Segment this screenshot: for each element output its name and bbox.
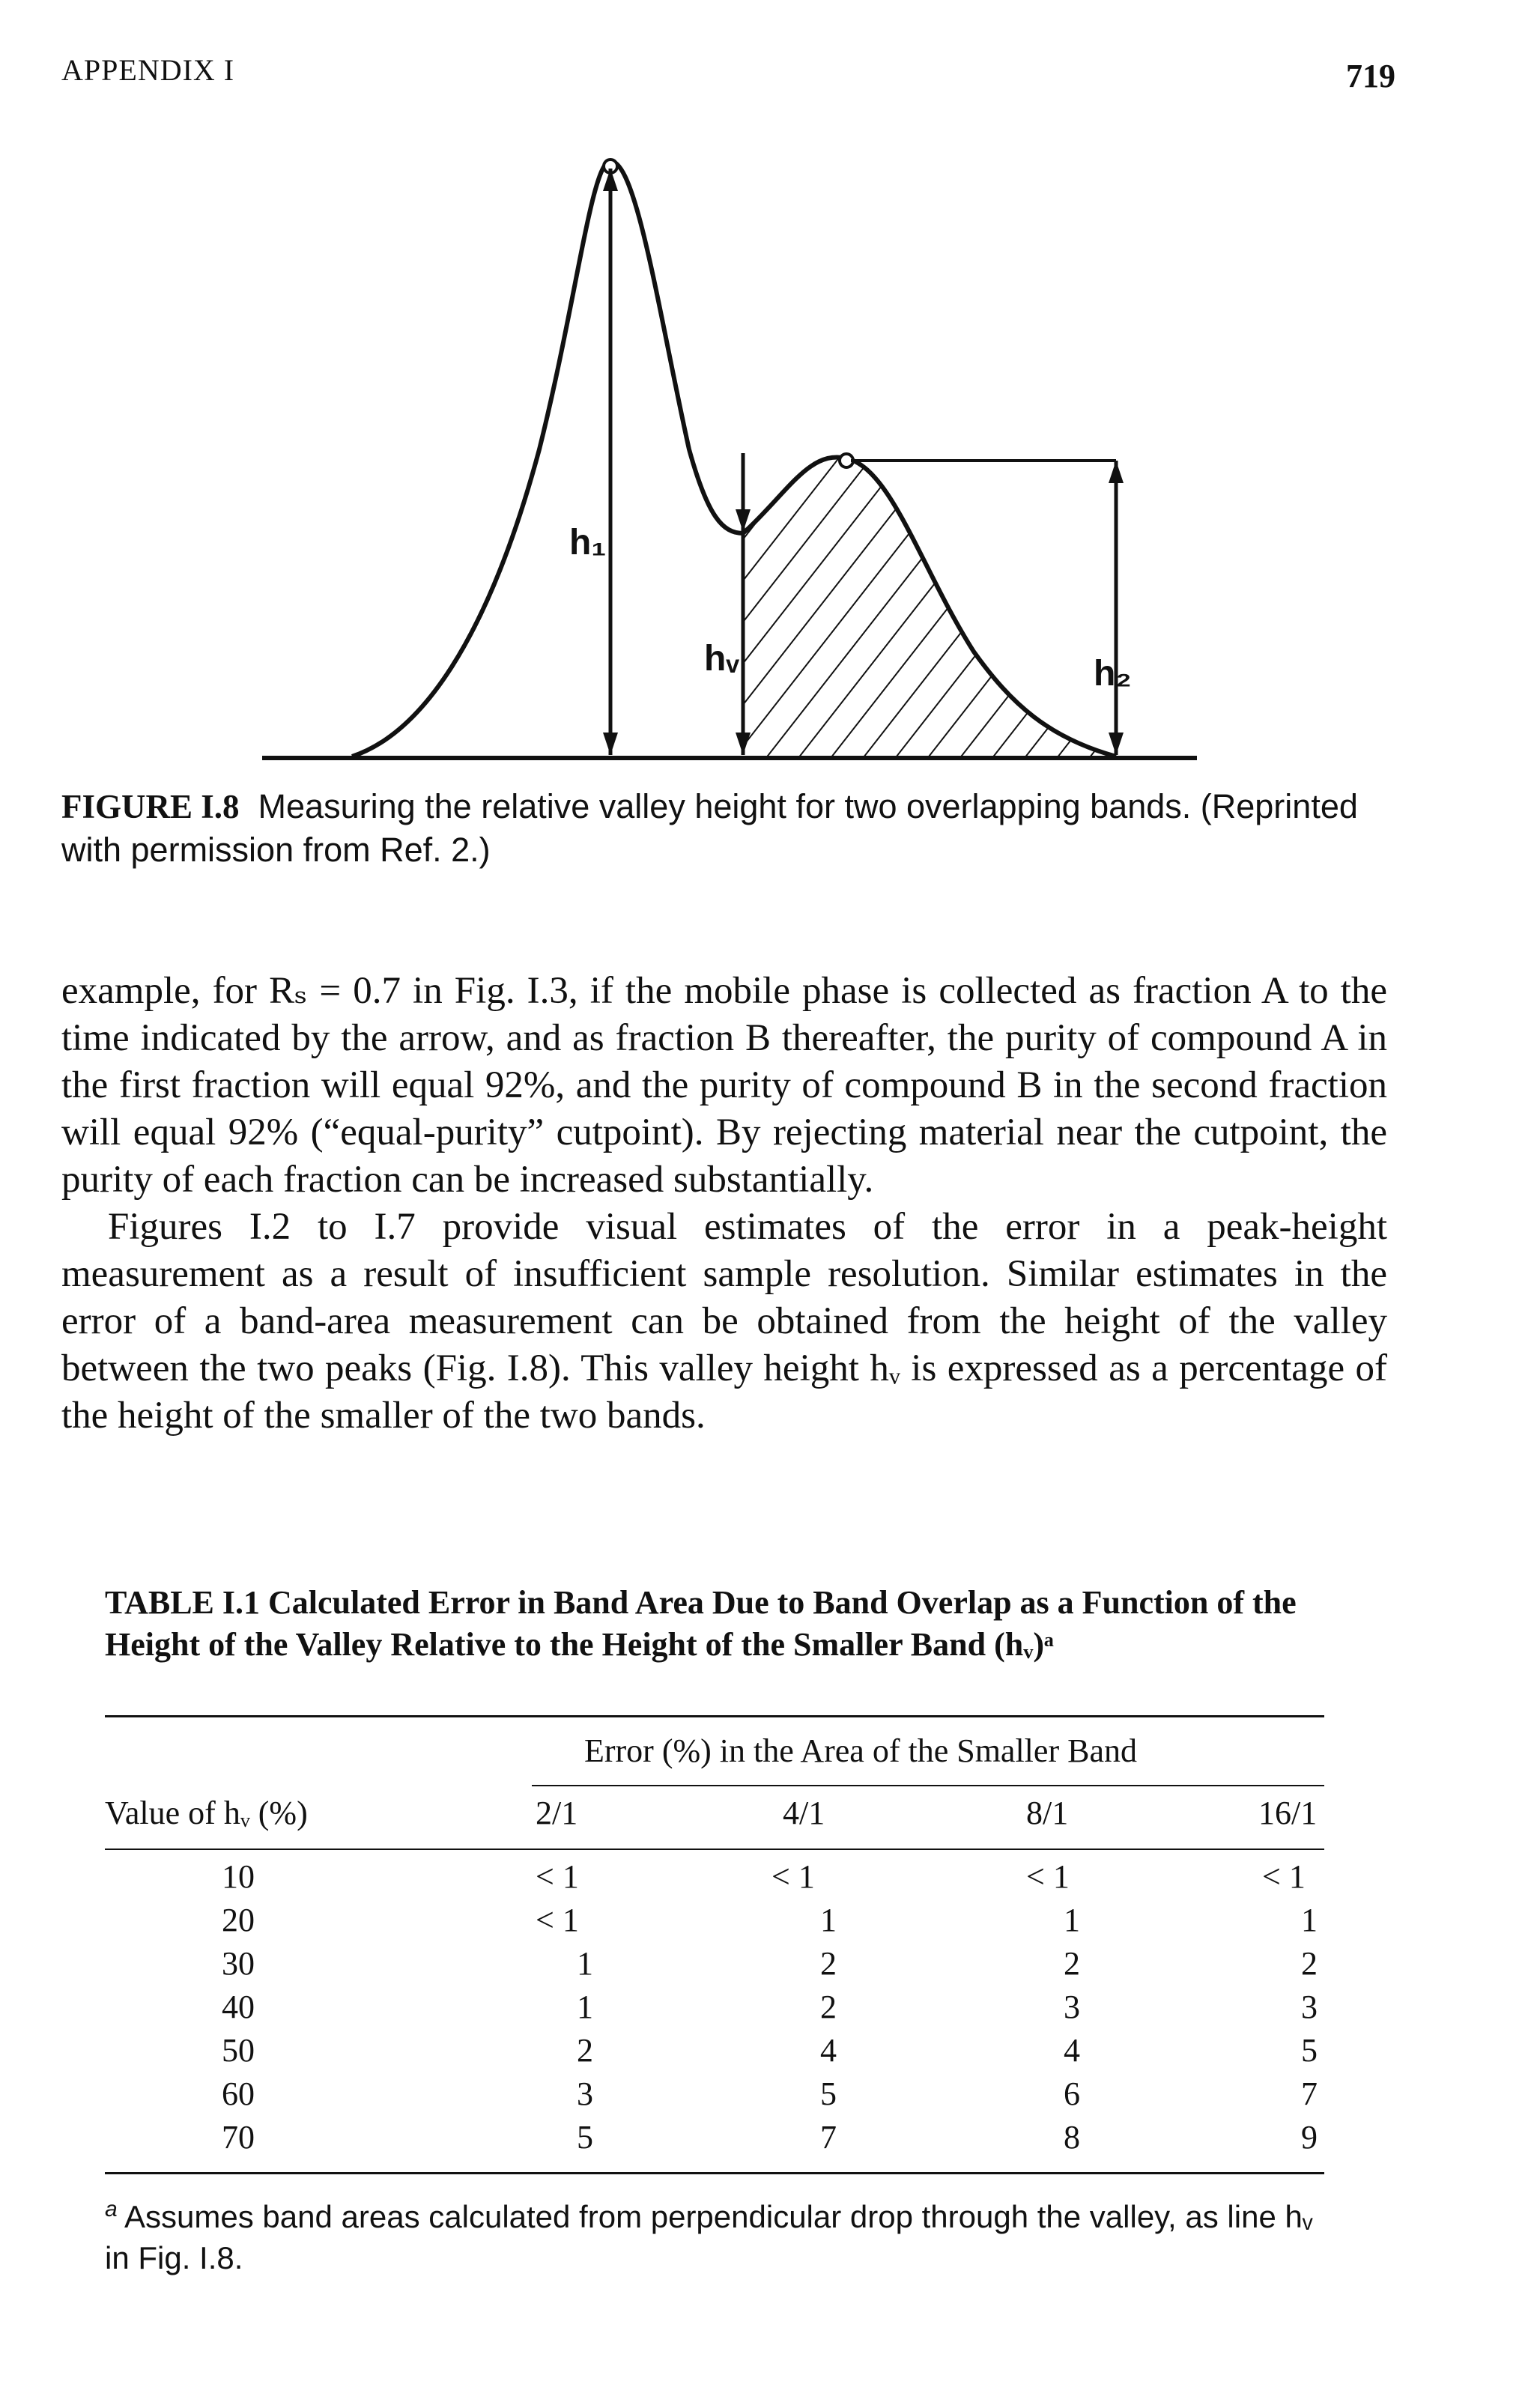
table-cell: 5: [1301, 2032, 1318, 2069]
figure-caption-text: Measuring the relative valley height for two overlapping bands. (Reprinted with permission from Ref. 2.): [61, 787, 1358, 869]
table-col-header-2-1: 2/1: [536, 1795, 578, 1831]
table-footnote: [105, 2189, 1333, 2278]
footnote-text: Assumes band areas calculated from perpendicular drop through the valley, as line hᵥ in Fig. I.8.: [105, 2199, 1313, 2275]
table-cell: 1: [577, 1945, 593, 1982]
table-cell: 1: [577, 1989, 593, 2025]
running-head: APPENDIX I: [61, 53, 235, 87]
table-title: TABLE I.1 Calculated Error in Band Area Due to Band Overlap as a Function of the Height of the Valley Relative to the Height of the Smaller Band (hᵥ)ᵃ: [105, 1584, 1297, 1663]
table-cell: 3: [577, 2075, 593, 2112]
table-cell: 3: [1301, 1989, 1318, 2025]
table-cell: < 1: [536, 1858, 579, 1895]
table-cell: 5: [577, 2119, 593, 2156]
h2-arrow-top: [1109, 461, 1124, 483]
paragraph-1: example, for Rₛ = 0.7 in Fig. I.3, if the mobile phase is collected as fraction A to the time indicated by the arrow, and as fraction B thereafter, the purity of compound A in the first fraction will equal 92%, and the purity of compound B in the second fraction will equal 92% (“equal-purity” cutpoint). By rejecting material near the cutpoint, the purity of each fraction can be increased substantially.: [61, 970, 1387, 1201]
body-text: [61, 968, 1387, 1440]
table-cell: 6: [1064, 2075, 1080, 2112]
table-cell: 4: [820, 2032, 837, 2069]
table-col-header-4-1: 4/1: [783, 1795, 825, 1831]
table-cell: 2: [820, 1989, 837, 2025]
table-cell: < 1: [536, 1902, 579, 1938]
table-col-header-8-1: 8/1: [1026, 1795, 1069, 1831]
table-cell-hv: 30: [222, 1945, 255, 1982]
table-cell: 8: [1064, 2119, 1080, 2156]
table-cell: 2: [1064, 1945, 1080, 1982]
table-cell: 1: [1301, 1902, 1318, 1938]
table-cell: 9: [1301, 2119, 1318, 2156]
table-bottom-rule: [105, 2172, 1324, 2174]
table-cell: 2: [577, 2032, 593, 2069]
table-cell-hv: 20: [222, 1902, 255, 1938]
table-cell: 3: [1064, 1989, 1080, 2025]
table-cell-hv: 10: [222, 1858, 255, 1895]
table-cell-hv: 70: [222, 2119, 255, 2156]
table-cell-hv: 40: [222, 1989, 255, 2025]
footnote-mark: a: [105, 2197, 118, 2222]
table-cell: 4: [1064, 2032, 1080, 2069]
table-cell: < 1: [771, 1858, 815, 1895]
table-cell: 1: [1064, 1902, 1080, 1938]
figure-overlapping-bands: [0, 0, 1534, 779]
table-group-header: Error (%) in the Area of the Smaller Band: [584, 1732, 1137, 1769]
page-number: 719: [1346, 58, 1395, 94]
table-cell: 5: [820, 2075, 837, 2112]
paragraph-2: Figures I.2 to I.7 provide visual estimates of the error in a peak-height measurement as a result of insufficient sample resolution. Similar estimates in the error of a band-area measurement can be obtained from the height of the valley between the two peaks (Fig. I.8). This valley height hᵥ is expressed as a percentage of the height of the smaller of the two bands.: [61, 1206, 1387, 1437]
table-cell: 2: [820, 1945, 837, 1982]
figure-caption: [61, 785, 1387, 872]
table-header-rule: [105, 1849, 1324, 1850]
hatched-band-area: [742, 449, 1131, 758]
table-row-header: Value of hᵥ (%): [105, 1795, 308, 1831]
h1-arrow-bottom: [603, 733, 618, 755]
table-group-rule: [532, 1785, 1324, 1786]
table-cell-hv: 50: [222, 2032, 255, 2069]
label-h1: h₁: [569, 523, 607, 562]
table-cell-hv: 60: [222, 2075, 255, 2112]
table-cell: 1: [820, 1902, 837, 1938]
label-h2: h₂: [1094, 654, 1132, 694]
label-hv: hᵥ: [704, 639, 739, 679]
table-col-header-16-1: 16/1: [1258, 1795, 1318, 1831]
table-top-rule: [105, 1715, 1324, 1717]
table-cell: 7: [820, 2119, 837, 2156]
h2-arrow-bottom: [1109, 733, 1124, 755]
table-cell: < 1: [1262, 1858, 1306, 1895]
table-cell: 2: [1301, 1945, 1318, 1982]
figure-caption-label: FIGURE I.8: [61, 788, 240, 825]
table-cell: 7: [1301, 2075, 1318, 2112]
table-cell: < 1: [1026, 1858, 1070, 1895]
